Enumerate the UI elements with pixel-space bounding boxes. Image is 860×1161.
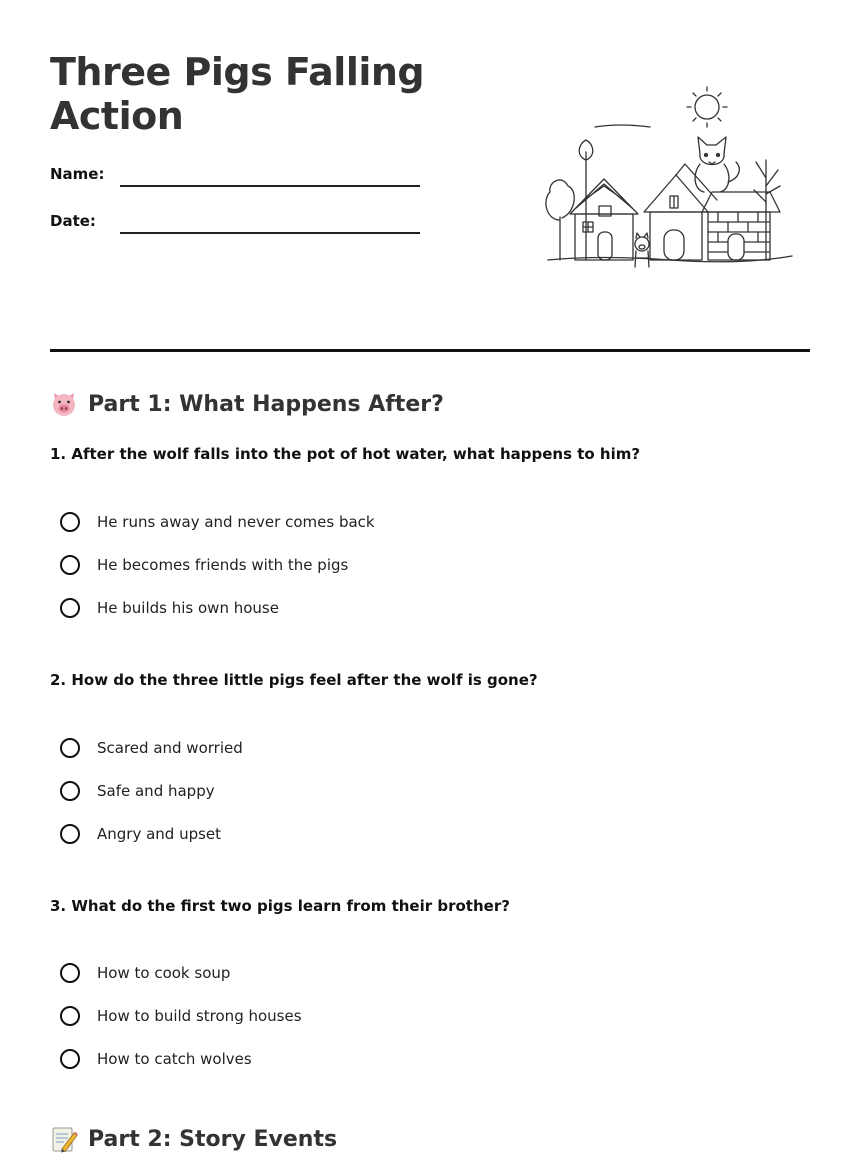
question-3: 3. What do the first two pigs learn from their brother? (50, 897, 510, 915)
q1-option-3[interactable] (60, 595, 279, 621)
part2-heading (50, 1124, 337, 1154)
pig-face-icon (50, 390, 78, 418)
radio-button[interactable] (60, 824, 80, 844)
part1-title: Part 1: What Happens After? (88, 391, 444, 417)
option-label: He runs away and never comes back (97, 513, 375, 531)
pig-figure (635, 233, 649, 267)
radio-button[interactable] (60, 963, 80, 983)
q2-option-2[interactable] (60, 778, 215, 804)
memo-pencil-icon (50, 1125, 78, 1153)
date-label: Date: (50, 212, 96, 230)
worksheet-title: Three Pigs Falling Action (50, 50, 425, 138)
option-label: Safe and happy (97, 782, 215, 800)
radio-button[interactable] (60, 1049, 80, 1069)
header-divider (50, 349, 810, 352)
part2-title: Part 2: Story Events (88, 1126, 338, 1152)
date-field[interactable] (50, 212, 420, 236)
question-2: 2. How do the three little pigs feel after the wolf is gone? (50, 671, 538, 689)
radio-button[interactable] (60, 555, 80, 575)
q3-option-3[interactable] (60, 1046, 252, 1072)
q3-option-1[interactable] (60, 960, 230, 986)
option-label: How to catch wolves (97, 1050, 252, 1068)
name-field[interactable] (50, 165, 420, 189)
date-line[interactable] (120, 232, 420, 234)
option-label: How to cook soup (97, 964, 231, 982)
option-label: Scared and worried (97, 739, 243, 757)
option-label: He builds his own house (97, 599, 279, 617)
three-little-pigs-houses-illustration (540, 82, 802, 282)
radio-button[interactable] (60, 738, 80, 758)
sun-icon (687, 87, 727, 127)
radio-button[interactable] (60, 512, 80, 532)
q2-option-3[interactable] (60, 821, 221, 847)
q1-option-2[interactable] (60, 552, 348, 578)
radio-button[interactable] (60, 1006, 80, 1026)
q1-option-1[interactable] (60, 509, 375, 535)
q2-option-1[interactable] (60, 735, 243, 761)
radio-button[interactable] (60, 598, 80, 618)
option-label: Angry and upset (97, 825, 222, 843)
option-label: How to build strong houses (97, 1007, 302, 1025)
question-1: 1. After the wolf falls into the pot of hot water, what happens to him? (50, 445, 641, 463)
name-label: Name: (50, 165, 105, 183)
option-label: He becomes friends with the pigs (97, 556, 349, 574)
radio-button[interactable] (60, 781, 80, 801)
part1-heading (50, 389, 444, 419)
q3-option-2[interactable] (60, 1003, 302, 1029)
name-line[interactable] (120, 185, 420, 187)
